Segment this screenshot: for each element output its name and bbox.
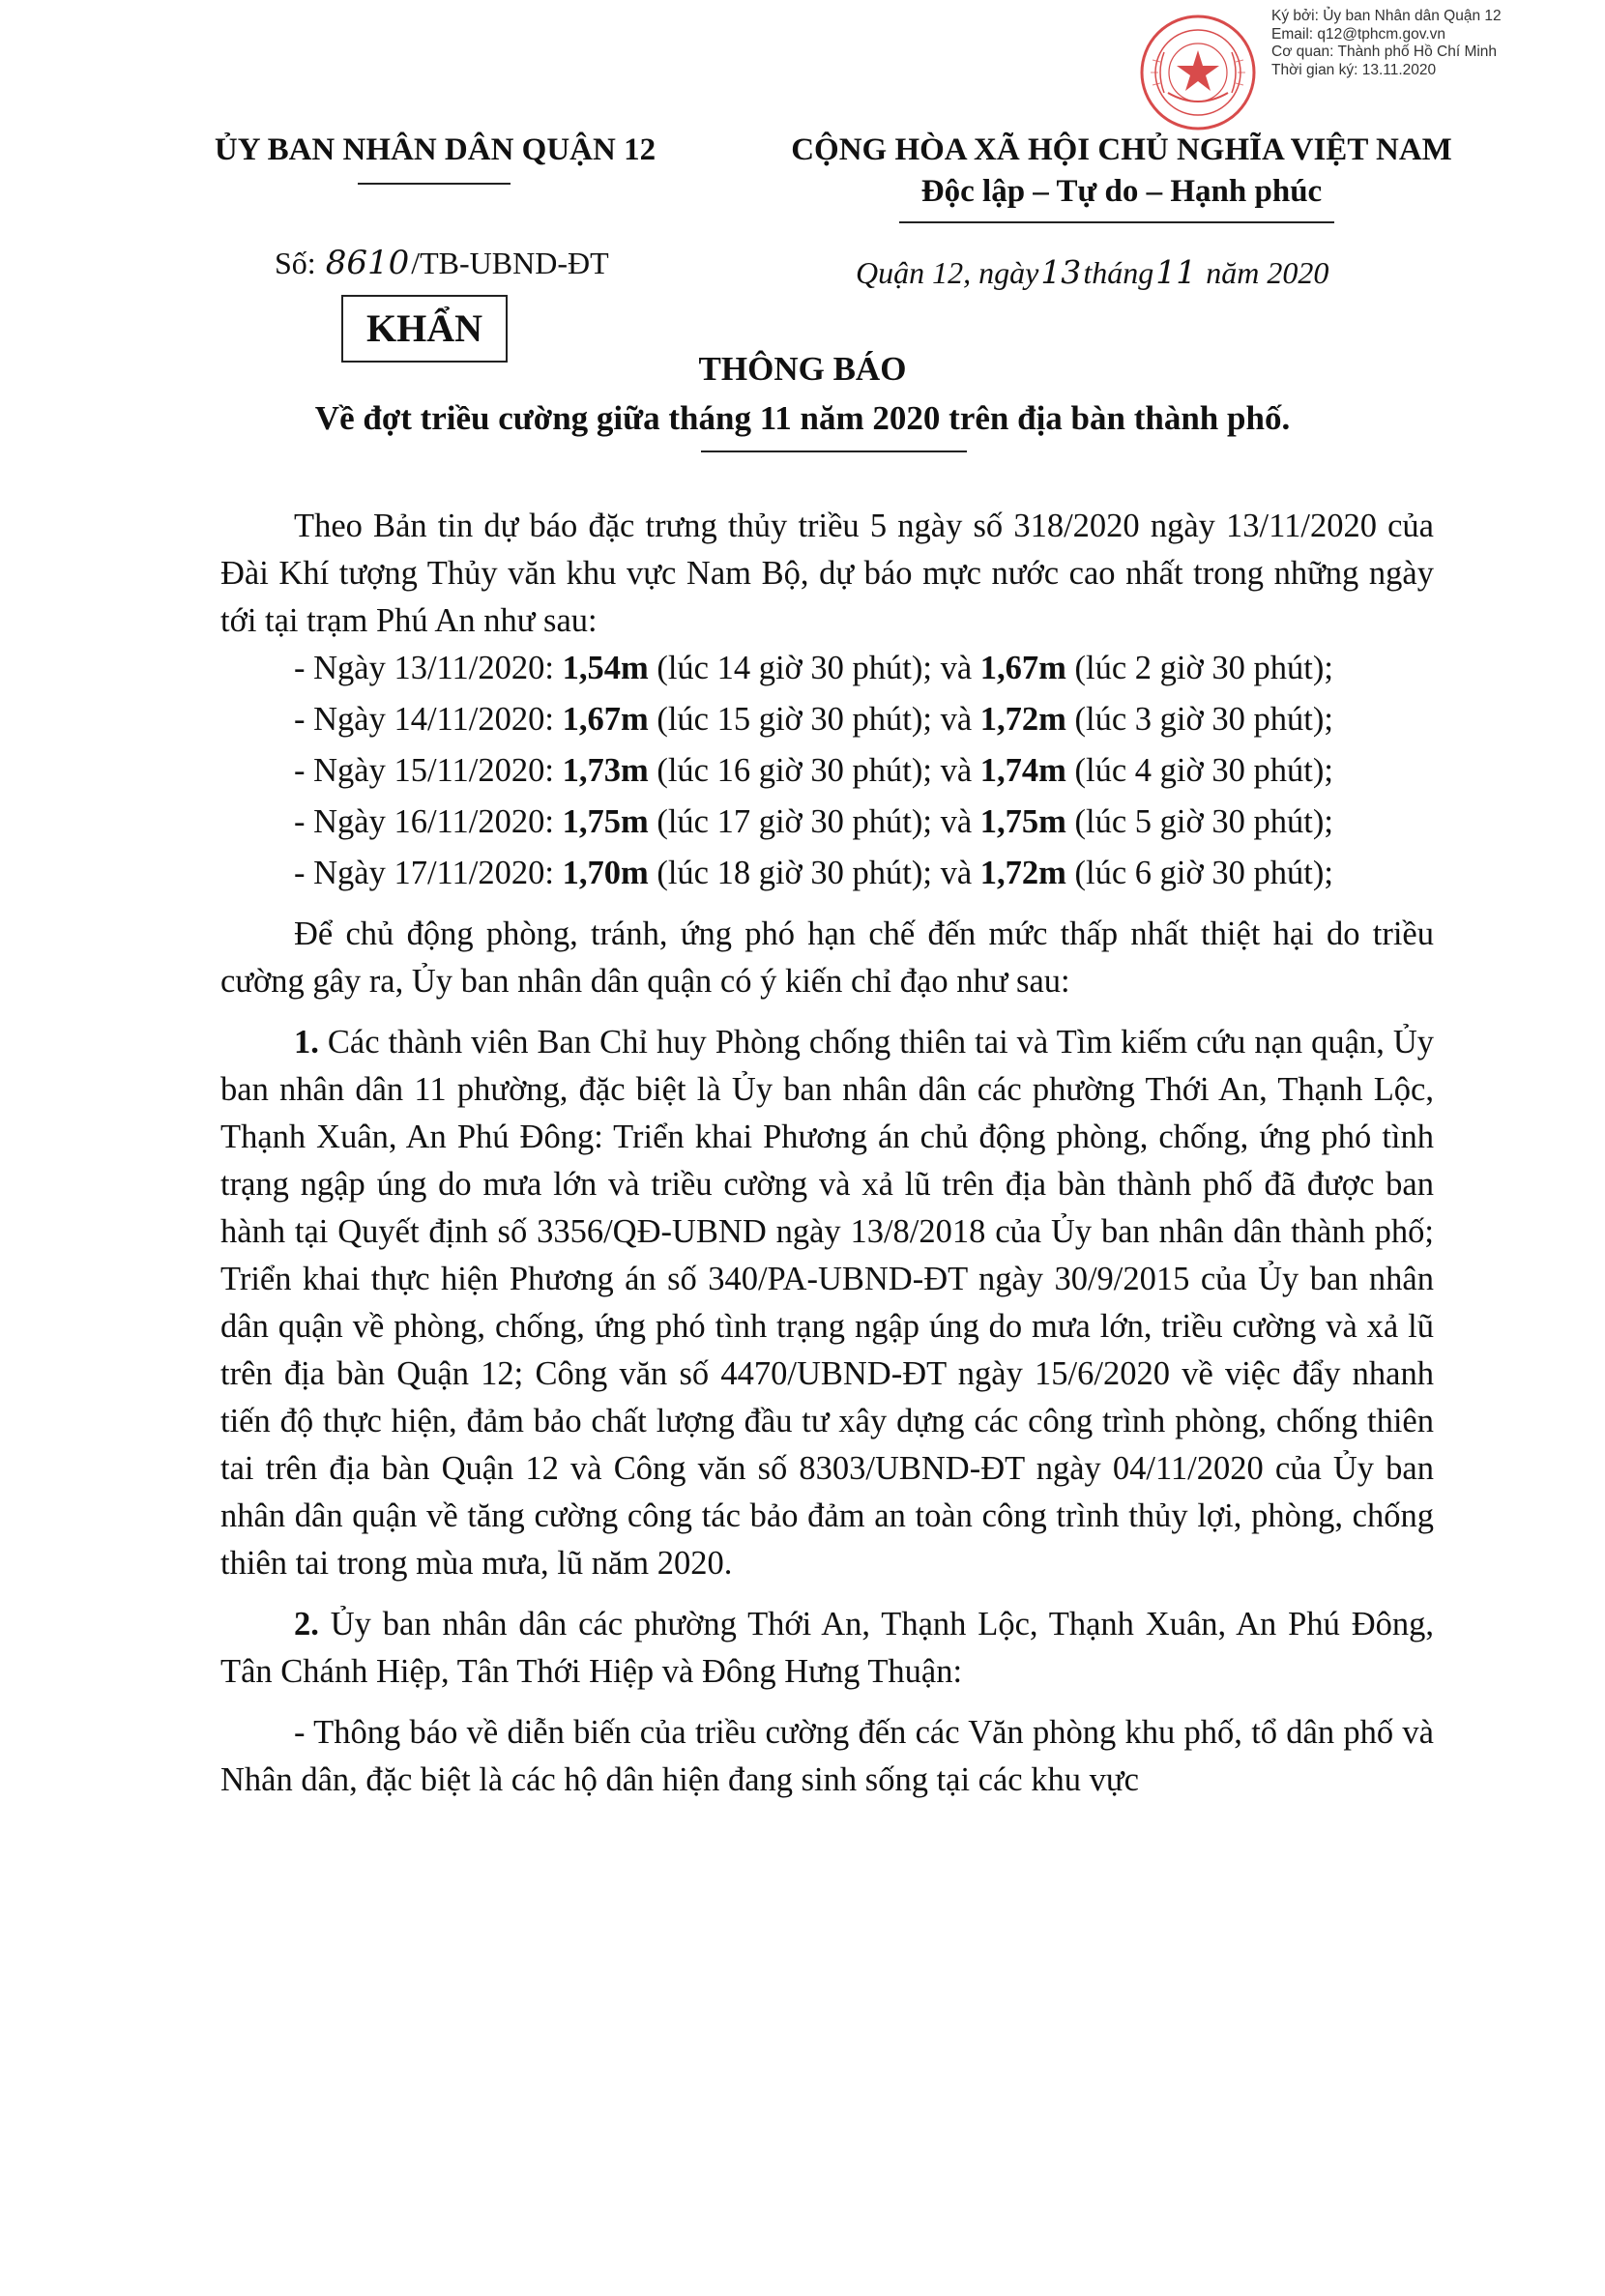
tide-forecast-item: - Ngày 17/11/2020: 1,70m (lúc 18 giờ 30 phút); và 1,72m (lúc 6 giờ 30 phút); [294,855,1333,891]
tide-level: 1,67m [979,650,1066,686]
subtitle-underline [701,450,967,452]
place-date-day: 13 [1040,253,1082,291]
tide-forecast-item: - Ngày 15/11/2020: 1,73m (lúc 16 giờ 30 phút); và 1,74m (lúc 4 giờ 30 phút); [294,752,1333,789]
item-number: 2. [294,1606,319,1642]
intro-paragraph: Theo Bản tin dự báo đặc trưng thủy triều 5 ngày số 318/2020 ngày 13/11/2020 của Đài Khí tượng Thủy văn khu vực Nam Bộ, dự báo mực nước cao nhất trong những ngày tới tại trạm Phú An như sau: [220,508,1434,639]
doc-number-prefix: Số: [275,246,316,280]
directive-intro: Để chủ động phòng, tránh, ứng phó hạn chế đến mức thấp nhất thiệt hại do triều cường gây ra, Ủy ban nhân dân quận có ý kiến chỉ đạo như sau: [220,915,1434,1000]
document-subtitle: Về đợt triều cường giữa tháng 11 năm 2020 trên địa bàn thành phố. [314,399,1291,437]
place-date-part2: tháng [1083,255,1154,290]
issuer-underline [358,183,511,185]
signed-by: Ký bởi: Ủy ban Nhân dân Quận 12 [1271,8,1502,24]
tide-level: 1,67m [562,701,649,738]
doc-number-handwritten: 8610 [325,244,410,282]
motto-underline [899,221,1334,223]
place-date-month: 11 [1155,253,1197,291]
document-number [275,244,609,282]
nation-name: CỘNG HÒA XÃ HỘI CHỦ NGHĨA VIỆT NAM [791,132,1452,167]
document-body [220,503,1434,1804]
doc-number-suffix: /TB-UBND-ĐT [411,246,609,280]
place-date-part3: năm 2020 [1206,255,1329,290]
tide-level: 1,75m [562,803,649,840]
national-motto: Độc lập – Tự do – Hạnh phúc [920,174,1323,209]
directive-item-2: 2. Ủy ban nhân dân các phường Thới An, Thạnh Lộc, Thạnh Xuân, An Phú Đông, Tân Chánh Hiệp, Tân Thới Hiệp và Đông Hưng Thuận: [220,1606,1434,1690]
tide-forecast-item: - Ngày 13/11/2020: 1,54m (lúc 14 giờ 30 phút); và 1,67m (lúc 2 giờ 30 phút); [294,650,1333,686]
signer-agency: Cơ quan: Thành phố Hồ Chí Minh [1271,44,1498,60]
signature-seal [1139,14,1257,131]
tide-forecast-item: - Ngày 14/11/2020: 1,67m (lúc 15 giờ 30 phút); và 1,72m (lúc 3 giờ 30 phút); [294,701,1333,738]
tide-level: 1,73m [562,752,649,789]
tide-level: 1,75m [979,803,1066,840]
signing-time: Thời gian ký: 13.11.2020 [1271,61,1437,78]
tide-level: 1,74m [979,752,1066,789]
tide-level: 1,72m [979,855,1066,891]
item-number: 1. [294,1024,319,1061]
signature-info [1271,8,1561,79]
directive-item-2-bullet: - Thông báo về diễn biến của triều cường đến các Văn phòng khu phố, tổ dân phố và Nhân dân, đặc biệt là các hộ dân hiện đang sinh sống tại các khu vực [220,1714,1434,1798]
tide-level: 1,70m [562,855,649,891]
tide-level: 1,72m [979,701,1066,738]
tide-forecast-item: - Ngày 16/11/2020: 1,75m (lúc 17 giờ 30 phút); và 1,75m (lúc 5 giờ 30 phút); [294,803,1333,840]
place-date [856,253,1328,291]
place-date-part1: Quận 12, ngày [856,255,1039,290]
signer-email: Email: q12@tphcm.gov.vn [1271,25,1445,43]
urgency-stamp: KHẨN [341,295,508,363]
issuer-name: ỦY BAN NHÂN DÂN QUẬN 12 [214,132,657,167]
tide-level: 1,54m [562,650,649,686]
directive-item-1: 1. Các thành viên Ban Chỉ huy Phòng chống thiên tai và Tìm kiếm cứu nạn quận, Ủy ban nhân dân 11 phường, đặc biệt là Ủy ban nhân dân các phường Thới An, Thạnh Lộc, Thạnh Xuân, An Phú Đông: Triển khai Phương án chủ động phòng, chống, ứng phó tình trạng ngập úng do mưa lớn và triều cường và xả lũ trên địa bàn thành phố đã được ban hành tại Quyết định số 3356/QĐ-UBND ngày 13/8/2018 của Ủy ban nhân dân thành phố; Triển khai thực hiện Phương án số 340/PA-UBND-ĐT ngày 30/9/2015 của Ủy ban nhân dân quận về phòng, chống, ứng phó tình trạng ngập úng do mưa lớn, triều cường và xả lũ trên địa bàn Quận 12; Công văn số 4470/UBND-ĐT ngày 15/6/2020 về việc đẩy nhanh tiến độ thực hiện, đảm bảo chất lượng đầu tư xây dựng các công trình phòng, chống thiên tai trên địa bàn Quận 12 và Công văn số 8303/UBND-ĐT ngày 04/11/2020 của Ủy ban nhân dân quận về tăng cường công tác bảo đảm an toàn công trình thủy lợi, phòng, chống thiên tai trong mùa mưa, lũ năm 2020. [220,1024,1434,1582]
seal-emblem-icon [1139,14,1257,131]
document-title: THÔNG BÁO [698,350,907,388]
